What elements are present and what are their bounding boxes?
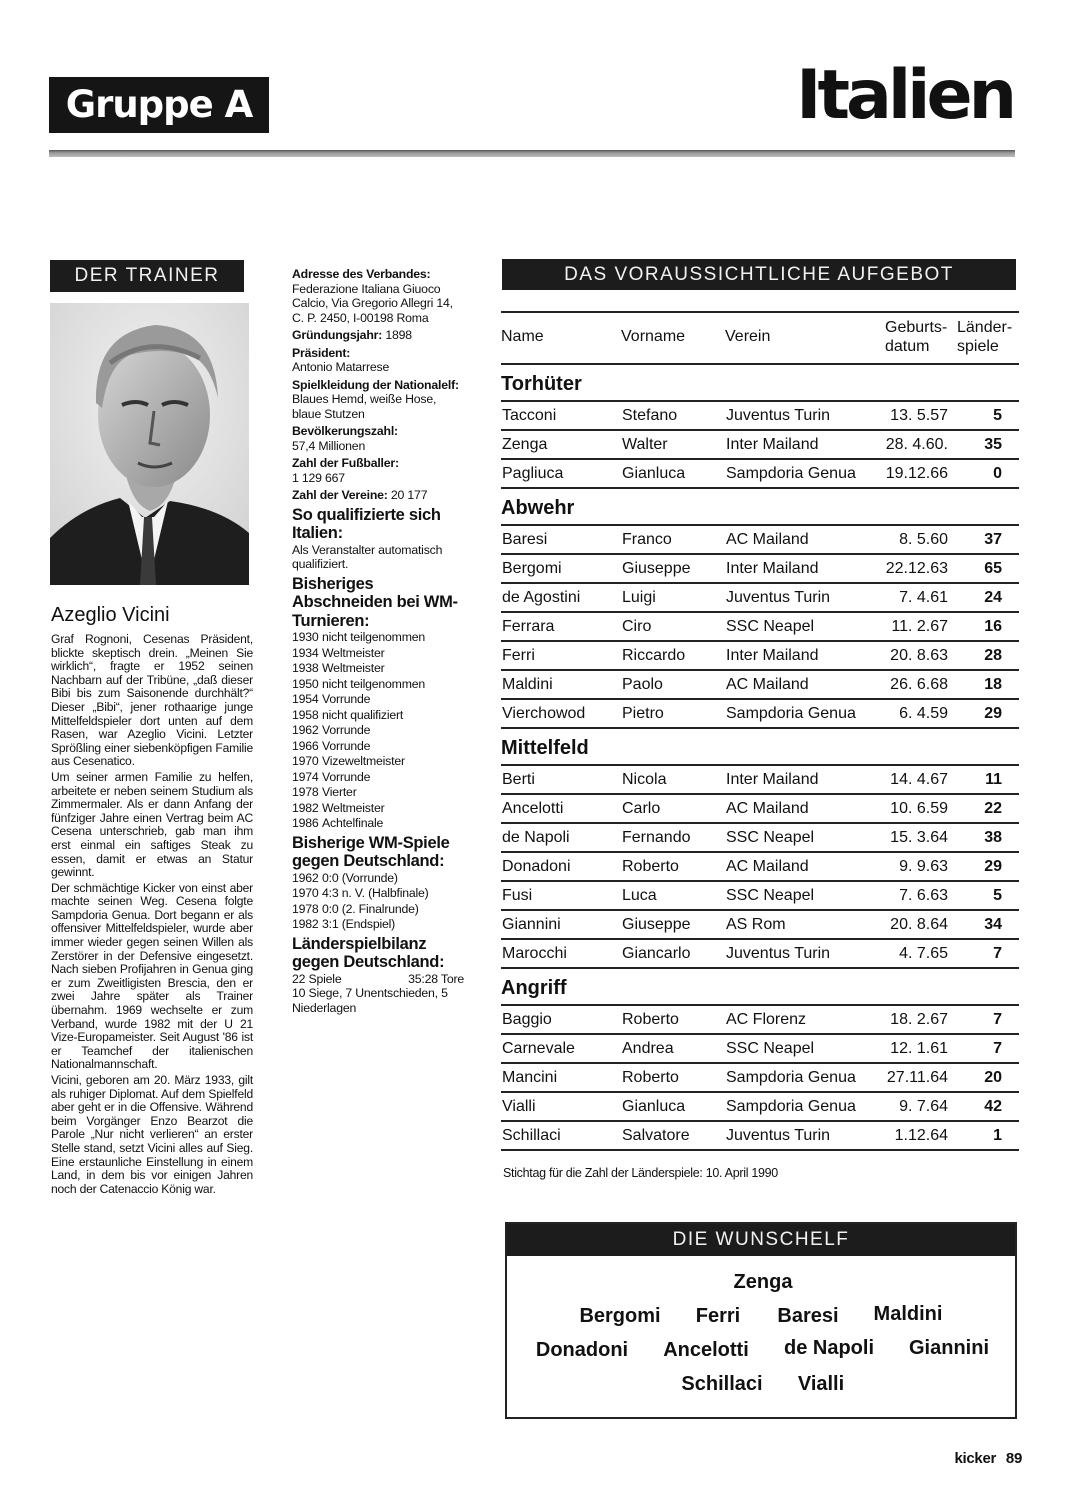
wc-year: 1966	[292, 738, 319, 753]
player-club: Sampdoria Genua	[726, 465, 856, 482]
wc-year: 1978	[292, 785, 319, 799]
player-caps: 0	[993, 465, 1002, 482]
player-club: Juventus Turin	[726, 407, 831, 424]
vs-year: 1978	[292, 901, 319, 916]
kit-value: Blaues Hemd, weiße Hose, blaue Stutzen	[292, 392, 437, 421]
page-footer	[954, 1450, 1022, 1467]
col-name: Name	[501, 328, 544, 345]
player-club: SSC Neapel	[726, 829, 815, 846]
player-caps: 1	[993, 1127, 1002, 1144]
wc-year: 1986	[292, 816, 319, 830]
population-label: Bevölkerungszahl:	[292, 424, 398, 438]
player-surname: de Agostini	[502, 589, 581, 606]
defender-name: Ferri	[695, 1305, 741, 1327]
wc-result: Vierter	[322, 785, 357, 799]
table-header	[501, 311, 1019, 365]
table-row	[501, 526, 1019, 555]
player-firstname: Franco	[622, 531, 672, 548]
clubs-value: 20 177	[390, 488, 428, 502]
squad-body	[501, 365, 1019, 1151]
player-firstname: Roberto	[622, 1011, 679, 1028]
wc-history-item	[292, 785, 464, 801]
table-row	[501, 1122, 1019, 1151]
table-row	[501, 766, 1019, 795]
player-birthdate: 9. 9.63	[899, 858, 948, 875]
wc-result: Vorrunde	[322, 723, 371, 737]
player-birthdate: 1.12.64	[894, 1127, 948, 1144]
player-club: Sampdoria Genua	[726, 705, 856, 722]
player-birthdate: 15. 3.64	[890, 829, 948, 846]
founded-label: Gründungsjahr:	[292, 328, 383, 342]
president-value: Antonio Matarrese	[292, 360, 390, 374]
vs-result: 4:3 n. V. (Halbfinale)	[322, 886, 429, 900]
player-birthdate: 26. 6.68	[890, 676, 948, 693]
col-verein: Verein	[725, 328, 771, 345]
player-surname: Bergomi	[502, 560, 562, 577]
wc-year: 1938	[292, 661, 319, 675]
table-footnote: Stichtag für die Zahl der Länderspiele: 10. April 1990	[503, 1166, 778, 1180]
player-caps: 5	[993, 407, 1002, 424]
wc-year: 1982	[292, 800, 319, 815]
players-label: Zahl der Fußballer:	[292, 456, 399, 470]
player-firstname: Roberto	[622, 858, 679, 875]
player-club: AC Mailand	[726, 800, 809, 817]
president-label: Präsident:	[292, 345, 351, 360]
wunschelf-title: DIE WUNSCHELF	[507, 1224, 1015, 1256]
wc-history-item	[292, 692, 464, 708]
player-surname: Ancelotti	[502, 800, 564, 817]
player-club: Juventus Turin	[726, 945, 831, 962]
wc-year: 1970	[292, 754, 319, 768]
clubs-label: Zahl der Vereine:	[292, 488, 388, 502]
wc-result: Vorrunde	[322, 769, 371, 784]
player-surname: Giannini	[502, 916, 561, 933]
player-firstname: Gianluca	[622, 465, 686, 482]
table-row	[501, 431, 1019, 460]
player-firstname: Gianluca	[622, 1098, 686, 1115]
table-row	[501, 1093, 1019, 1122]
table-row	[501, 584, 1019, 613]
player-caps: 18	[984, 676, 1002, 693]
player-firstname: Giancarlo	[622, 945, 691, 962]
player-birthdate: 18. 2.67	[890, 1011, 948, 1028]
wc-history-item	[292, 646, 464, 662]
table-row	[501, 795, 1019, 824]
player-surname: Vialli	[502, 1098, 536, 1115]
trainer-portrait-image	[50, 303, 249, 585]
player-club: AC Florenz	[726, 1011, 807, 1028]
player-firstname: Carlo	[622, 800, 661, 817]
wc-result: Vizeweltmeister	[322, 754, 405, 768]
population-value: 57,4 Millionen	[292, 438, 366, 453]
player-club: Inter Mailand	[726, 771, 819, 788]
trainer-photo	[50, 303, 249, 585]
player-surname: Marocchi	[502, 945, 567, 962]
wc-result: nicht teilgenommen	[322, 676, 426, 691]
player-firstname: Ciro	[622, 618, 652, 635]
player-caps: 16	[984, 618, 1002, 635]
players-value: 1 129 667	[292, 470, 345, 485]
player-birthdate: 13. 5.57	[890, 407, 948, 424]
qualification-heading: So qualifizierte sich Italien:	[292, 505, 441, 542]
table-row	[501, 940, 1019, 969]
wc-history-item	[292, 661, 464, 677]
wc-history-item	[292, 739, 464, 755]
wc-history-item	[292, 708, 464, 724]
wc-result: Weltmeister	[322, 645, 385, 660]
player-birthdate: 20. 8.64	[890, 916, 948, 933]
player-club: AC Mailand	[726, 531, 809, 548]
midfielder-name: de Napoli	[783, 1337, 875, 1359]
midfielder-name: Donadoni	[535, 1339, 629, 1361]
player-surname: Baresi	[502, 531, 548, 548]
player-surname: Mancini	[502, 1069, 558, 1086]
wc-year: 1974	[292, 769, 319, 784]
player-birthdate: 12. 1.61	[890, 1040, 948, 1057]
player-club: Juventus Turin	[726, 1127, 831, 1144]
wc-result: Vorrunde	[322, 738, 371, 753]
trainer-bio	[51, 633, 253, 1198]
wc-year: 1962	[292, 723, 319, 737]
balance-heading: Länderspielbilanz gegen Deutschland:	[292, 934, 445, 971]
player-firstname: Walter	[622, 436, 668, 453]
player-club: Inter Mailand	[726, 647, 819, 664]
table-row	[501, 911, 1019, 940]
squad-table	[501, 311, 1019, 1151]
player-club: SSC Neapel	[726, 887, 815, 904]
player-club: Inter Mailand	[726, 436, 819, 453]
wc-history-item	[292, 677, 464, 693]
player-caps: 20	[984, 1069, 1002, 1086]
col-laenderspiele: Länder- spiele	[957, 319, 1013, 355]
player-caps: 65	[984, 560, 1002, 577]
player-firstname: Nicola	[622, 771, 667, 788]
player-birthdate: 28. 4.60.	[885, 436, 948, 453]
player-birthdate: 19.12.66	[885, 465, 948, 482]
col-vorname: Vorname	[621, 328, 686, 345]
player-birthdate: 4. 7.65	[899, 945, 948, 962]
player-firstname: Giuseppe	[622, 916, 691, 933]
player-birthdate: 14. 4.67	[890, 771, 948, 788]
table-row	[501, 642, 1019, 671]
player-caps: 42	[984, 1098, 1002, 1115]
player-club: Juventus Turin	[726, 589, 831, 606]
table-row	[501, 824, 1019, 853]
player-club: AC Mailand	[726, 858, 809, 875]
bio-paragraph: Graf Rognoni, Cesenas Präsident, blickte skeptisch drein. „Meinen Sie wirklich“, fragte er 1952 seinen Nachbarn auf der Tribüne, „daß dieser Bibi bis zum Saisonende durchhält?“ Dieser „Bibi“, jener rothaarige junge Mittelfeldspieler dort unten auf dem Rasen, war Azeglio Vicini. Letzter Sprößling einer siebenköpfigen Familie aus Cesenatico.	[51, 632, 253, 769]
player-caps: 34	[984, 916, 1002, 933]
player-firstname: Paolo	[622, 676, 663, 693]
balance-goals: 35:28 Tore	[408, 971, 464, 986]
wc-result: nicht qualifiziert	[322, 707, 404, 722]
player-caps: 7	[993, 945, 1002, 962]
table-row	[501, 671, 1019, 700]
wunschelf-box	[505, 1222, 1017, 1419]
wc-year: 1954	[292, 692, 319, 706]
player-caps: 22	[984, 800, 1002, 817]
player-caps: 28	[984, 647, 1002, 664]
player-firstname: Luigi	[622, 589, 656, 606]
address-value: Federazione Italiana Giuoco Calcio, Via Gregorio Allegri 14, C. P. 2450, I-00198 Roma	[292, 281, 453, 325]
wc-result: nicht teilgenommen	[322, 630, 426, 644]
wc-history-item	[292, 801, 464, 817]
wc-year: 1958	[292, 707, 319, 722]
magazine-name: kicker	[954, 1450, 997, 1467]
player-surname: Zenga	[502, 436, 548, 453]
position-heading: Mittelfeld	[501, 729, 1019, 766]
player-club: SSC Neapel	[726, 618, 815, 635]
striker-name: Vialli	[797, 1373, 845, 1395]
player-surname: Fusi	[502, 887, 533, 904]
trainer-name: Azeglio Vicini	[51, 604, 170, 626]
player-caps: 35	[984, 436, 1002, 453]
player-surname: de Napoli	[502, 829, 570, 846]
wc-history-item	[292, 723, 464, 739]
balance-games: 22 Spiele	[292, 971, 342, 986]
wc-year: 1930	[292, 630, 319, 644]
page-title: Italien	[796, 56, 1013, 135]
player-birthdate: 10. 6.59	[890, 800, 948, 817]
position-heading: Abwehr	[501, 489, 1019, 526]
player-surname: Vierchowod	[502, 705, 586, 722]
player-surname: Pagliuca	[502, 465, 564, 482]
table-row	[501, 402, 1019, 431]
player-club: AS Rom	[726, 916, 786, 933]
player-surname: Donadoni	[502, 858, 571, 875]
kit-label: Spielkleidung der Nationalelf:	[292, 377, 459, 392]
player-firstname: Andrea	[622, 1040, 674, 1057]
player-birthdate: 11. 2.67	[891, 618, 948, 635]
wc-result: Vorrunde	[322, 692, 371, 706]
player-surname: Baggio	[502, 1011, 552, 1028]
defender-name: Bergomi	[579, 1305, 661, 1327]
defender-name: Maldini	[873, 1303, 943, 1325]
player-caps: 5	[993, 887, 1002, 904]
vs-result: 0:0 (Vorrunde)	[322, 870, 398, 885]
player-birthdate: 9. 7.64	[899, 1098, 948, 1115]
player-caps: 29	[984, 858, 1002, 875]
player-surname: Tacconi	[502, 407, 557, 424]
table-row	[501, 460, 1019, 489]
vs-year: 1982	[292, 917, 319, 931]
keeper-name: Zenga	[733, 1271, 793, 1293]
vs-result: 3:1 (Endspiel)	[322, 917, 396, 931]
bio-paragraph: Vicini, geboren am 20. März 1933, gilt als ruhiger Diplomat. Auf dem Spielfeld aber geht er in die Offensive. Während beim Vorgänger Enzo Bearzot die Parole „Nur nicht verlieren“ an erster Stelle stand, setzt Vicini alles auf Sieg. Eine erstaunliche Einstellung in einem Land, in dem bis vor einigen Jahren noch der Catenaccio König war.	[51, 1073, 253, 1196]
player-birthdate: 8. 5.60	[899, 531, 948, 548]
player-club: Sampdoria Genua	[726, 1098, 856, 1115]
player-caps: 24	[984, 589, 1002, 606]
group-badge: Gruppe A	[49, 77, 269, 133]
address-label: Adresse des Verbandes:	[292, 267, 431, 281]
player-firstname: Giuseppe	[622, 560, 691, 577]
player-caps: 7	[993, 1040, 1002, 1057]
balance-detail: 10 Siege, 7 Unentschieden, 5 Niederlagen	[292, 986, 448, 1015]
wc-result: Weltmeister	[322, 661, 385, 675]
position-heading: Angriff	[501, 969, 1019, 1006]
vs-germany-item	[292, 871, 464, 887]
bio-paragraph: Der schmächtige Kicker von einst aber machte seinen Weg. Cesena folgte Sampdoria Genua. Dort begann er als offensiver Mittelfeldspieler, wurde aber immer wieder gegen seinen Willen als Zerstörer in der Defensive eingesetzt. Nach sieben Profijahren in Genua ging er zum Zweitligisten Brescia, den er zwei Jahre später als Trainer übernahm. 1969 wechselte er zum Verband, wurde 1982 mit der U 21 Vize-Europameister. Seit August '86 ist er Teamchef der italienischen Nationalmannschaft.	[51, 880, 253, 1072]
player-firstname: Pietro	[622, 705, 664, 722]
player-birthdate: 27.11.64	[886, 1069, 948, 1086]
position-heading: Torhüter	[501, 365, 1019, 402]
defender-name: Baresi	[777, 1305, 839, 1327]
qualification-text: Als Veranstalter automatisch qualifiziert.	[292, 542, 443, 571]
table-row	[501, 555, 1019, 584]
player-surname: Carnevale	[502, 1040, 575, 1057]
table-row	[501, 700, 1019, 729]
wc-history-list	[292, 630, 464, 832]
wc-history-item	[292, 816, 464, 832]
player-firstname: Salvatore	[622, 1127, 690, 1144]
founded-value: 1898	[385, 328, 412, 342]
table-row	[501, 1064, 1019, 1093]
player-firstname: Roberto	[622, 1069, 679, 1086]
player-surname: Maldini	[502, 676, 553, 693]
player-firstname: Riccardo	[622, 647, 686, 664]
col-geburtsdatum: Geburts- datum	[885, 319, 948, 355]
player-caps: 7	[993, 1011, 1002, 1028]
player-caps: 11	[985, 771, 1002, 788]
player-club: SSC Neapel	[726, 1040, 815, 1057]
vs-year: 1970	[292, 886, 319, 900]
player-surname: Ferri	[502, 647, 535, 664]
striker-name: Schillaci	[681, 1373, 763, 1395]
table-row	[501, 882, 1019, 911]
header-divider	[49, 150, 1015, 157]
midfielder-name: Giannini	[909, 1337, 989, 1359]
vs-germany-heading: Bisherige WM-Spiele gegen Deutschland:	[292, 833, 450, 870]
federation-facts	[292, 267, 464, 1015]
player-surname: Ferrara	[502, 618, 555, 635]
vs-germany-item	[292, 886, 464, 902]
wc-history-item	[292, 630, 464, 646]
wc-result: Weltmeister	[322, 800, 385, 815]
player-birthdate: 7. 6.63	[899, 887, 948, 904]
table-row	[501, 1006, 1019, 1035]
player-birthdate: 6. 4.59	[899, 705, 948, 722]
player-club: Sampdoria Genua	[726, 1069, 856, 1086]
player-surname: Berti	[502, 771, 535, 788]
wc-year: 1950	[292, 676, 319, 691]
trainer-section-title: DER TRAINER	[50, 260, 244, 292]
player-birthdate: 20. 8.63	[890, 647, 948, 664]
midfielder-name: Ancelotti	[663, 1339, 749, 1361]
player-birthdate: 22.12.63	[885, 560, 948, 577]
wc-result: Achtelfinale	[322, 816, 384, 830]
player-caps: 29	[984, 705, 1002, 722]
vs-germany-item	[292, 917, 464, 933]
player-club: AC Mailand	[726, 676, 809, 693]
page-number: 89	[1005, 1450, 1022, 1467]
table-row	[501, 853, 1019, 882]
vs-result: 0:0 (2. Finalrunde)	[322, 901, 419, 916]
player-firstname: Luca	[622, 887, 657, 904]
player-firstname: Stefano	[622, 407, 678, 424]
squad-section-title: DAS VORAUSSICHTLICHE AUFGEBOT	[502, 259, 1016, 290]
bio-paragraph: Um seiner armen Familie zu helfen, arbeitete er neben seinem Studium als Zimmermaler. Als er dann Anfang der fünfziger Jahre einen Vertrag beim AC Cesena unterschrieb, gab man ihm erst einmal ein saftiges Steak zu essen, damit er etwas an Statur gewinnt.	[51, 769, 253, 880]
table-row	[501, 1035, 1019, 1064]
vs-germany-item	[292, 902, 464, 918]
vs-germany-list	[292, 871, 464, 933]
player-firstname: Fernando	[622, 829, 691, 846]
wc-history-heading: Bisheriges Abschneiden bei WM-Turnieren:	[292, 574, 458, 630]
wc-year: 1934	[292, 645, 319, 660]
table-row	[501, 613, 1019, 642]
player-club: Inter Mailand	[726, 560, 819, 577]
player-caps: 38	[984, 829, 1002, 846]
wc-history-item	[292, 754, 464, 770]
vs-year: 1962	[292, 870, 319, 885]
wc-history-item	[292, 770, 464, 786]
player-surname: Schillaci	[502, 1127, 561, 1144]
player-caps: 37	[984, 531, 1002, 548]
player-birthdate: 7. 4.61	[899, 589, 948, 606]
